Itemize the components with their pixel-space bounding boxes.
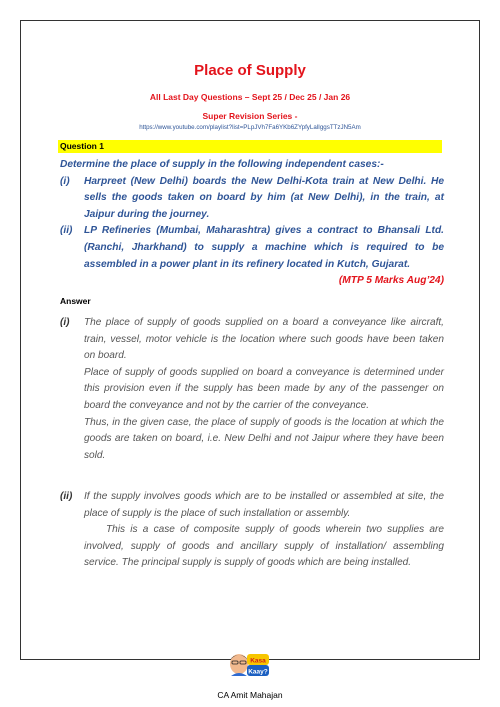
answer-item-text	[84, 489, 444, 572]
answer-item-text	[84, 315, 444, 464]
page-subtitle: All Last Day Questions – Sept 25 / Dec 25 / Jan 26	[149, 92, 351, 102]
question-item-text-wrap	[84, 223, 444, 289]
kasa-kaay-logo	[225, 648, 277, 678]
answer-item	[60, 489, 444, 572]
question-body	[60, 157, 444, 290]
answer-paragraph: Place of supply of goods supplied on board a conveyance is determined under this provision even if the supply has been made by any of the passenger on board the conveyance and not by the carrier of the conveyance.	[84, 366, 444, 411]
logo-word-kaay: Kaay?	[248, 668, 268, 676]
logo-shirt	[231, 673, 247, 676]
question-item-number: (ii)	[60, 225, 73, 237]
answer-item-number: (i)	[60, 317, 70, 328]
question-item	[60, 223, 444, 289]
series-heading: Super Revision Series -	[202, 111, 298, 121]
footer-author: CA Amit Mahajan	[217, 690, 283, 700]
playlist-link[interactable]: https://www.youtube.com/playlist?list=PLpJVh7Fa6YKb6ZYpfyLalIggsTTzJN5Am	[139, 124, 361, 131]
answer-paragraph: Thus, in the given case, the place of supply of goods is the location at which the goods are taken on board, i.e. New Delhi and not Jaipur where they have been sold.	[84, 416, 444, 461]
answer-item-number: (ii)	[60, 491, 73, 502]
logo-word-kasa: Kasa	[250, 657, 266, 665]
question-item-text: LP Refineries (Mumbai, Maharashtra) gives a contract to Bhansali Ltd. (Ranchi, Jharkhand) to supply a machine which is required to be assembled in a power plant in its refinery located in Kutch, Gujarat.	[84, 225, 444, 270]
answer-label: Answer	[60, 296, 91, 306]
question-intro: Determine the place of supply in the following independent cases:-	[60, 159, 384, 170]
question-item-number: (i)	[60, 175, 70, 187]
question-item	[60, 174, 444, 224]
page-title: Place of Supply	[194, 62, 306, 79]
marks-note: (MTP 5 Marks Aug’24)	[338, 275, 444, 287]
question-label: Question 1	[58, 140, 442, 153]
answer-paragraph: This is a case of composite supply of goods wherein two supplies are involved, supply of goods and ancillary supply of installation/ assembling service. The principal supply is supply of goods which are being installed.	[84, 524, 444, 569]
answer-paragraph: If the supply involves goods which are to be installed or assembled at site, the place of supply is the place of such installation or assembly.	[84, 491, 444, 519]
answer-item	[60, 315, 444, 464]
answer-paragraph: The place of supply of goods supplied on a board a conveyance like aircraft, train, vessel, motor vehicle is the location where such goods have been taken on board.	[84, 317, 444, 362]
question-item-text: Harpreet (New Delhi) boards the New Delhi-Kota train at New Delhi. He sells the goods taken on board by him (at New Delhi), in the train, at Jaipur during the journey.	[84, 175, 444, 220]
